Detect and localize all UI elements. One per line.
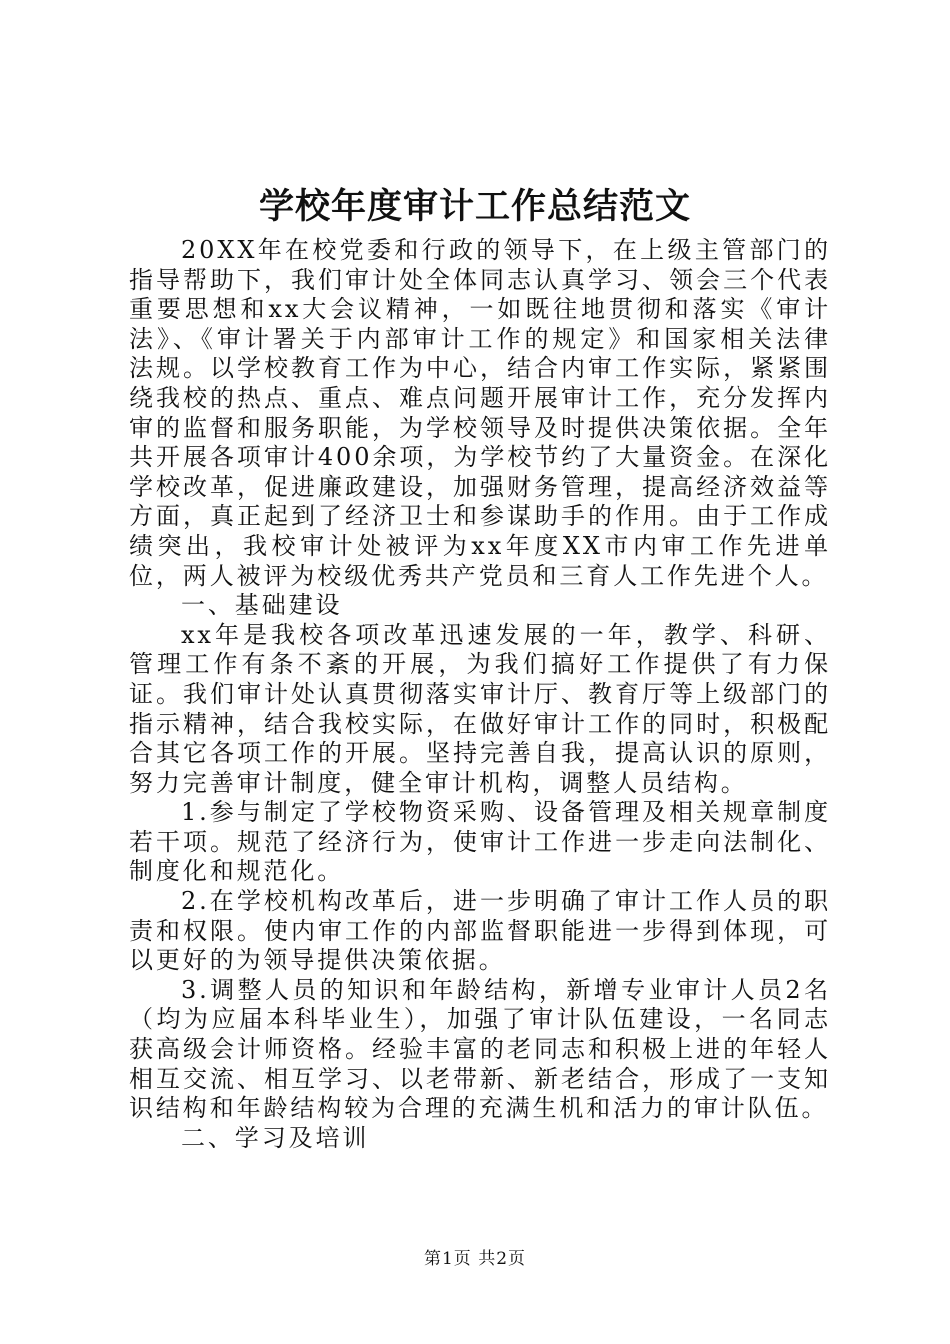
section-heading-training: 二、学习及培训 [181,1123,370,1152]
paragraph-intro: 20XX年在校党委和行政的领导下，在上级主管部门的指导帮助下，我们审计处全体同志认真学习、领会三个代表重要思想和xx大会议精神，一如既往地贯彻和落实《审计法》、《审计署关于内部审计工作的规定》和国家相关法律法规。以学校教育工作为中心，结合内审工作实际，紧紧围绕我校的热点、重点、难点问题开展审计工作，充分发挥内审的监督和服务职能，为学校领导及时提供决策依据。全年共开展各项审计400余项，为学校节约了大量资金。在深化学校改革，促进廉政建设，加强财务管理，提高经济效益等方面，真正起到了经济卫士和参谋助手的作用。由于工作成绩突出，我校审计处被评为xx年度XX市内审工作先进单位，两人被评为校级优秀共产党员和三育人工作先进个人。 [129,236,831,590]
paragraph-item-2: 2.在学校机构改革后，进一步明确了审计工作人员的职责和权限。使内审工作的内部监督职能进一步得到体现，可以更好的为领导提供决策依据。 [129,887,831,975]
document-title: 学校年度审计工作总结范文 [258,186,691,227]
paragraph-item-1: 1.参与制定了学校物资采购、设备管理及相关规章制度若干项。规范了经济行为，使审计工作进一步走向法制化、制度化和规范化。 [129,798,831,886]
paragraph-item-3: 3.调整人员的知识和年龄结构，新增专业审计人员2名（均为应届本科毕业生），加强了审计队伍建设，一名同志获高级会计师资格。经验丰富的老同志和积极上进的年轻人相互交流、相互学习、以老带新、新老结合，形成了一支知识结构和年龄结构较为合理的充满生机和活力的审计队伍。 [129,975,831,1123]
paragraph-foundation: xx年是我校各项改革迅速发展的一年，教学、科研、管理工作有条不紊的开展，为我们搞好工作提供了有力保证。我们审计处认真贯彻落实审计厅、教育厅等上级部门的指示精神，结合我校实际，在做好审计工作的同时，积极配合其它各项工作的开展。坚持完善自我，提高认识的原则，努力完善审计制度，健全审计机构，调整人员结构。 [129,620,831,797]
page-footer: 第1页 共2页 [423,1249,527,1269]
section-heading-foundation: 一、基础建设 [181,591,343,620]
document-body [129,236,831,1153]
